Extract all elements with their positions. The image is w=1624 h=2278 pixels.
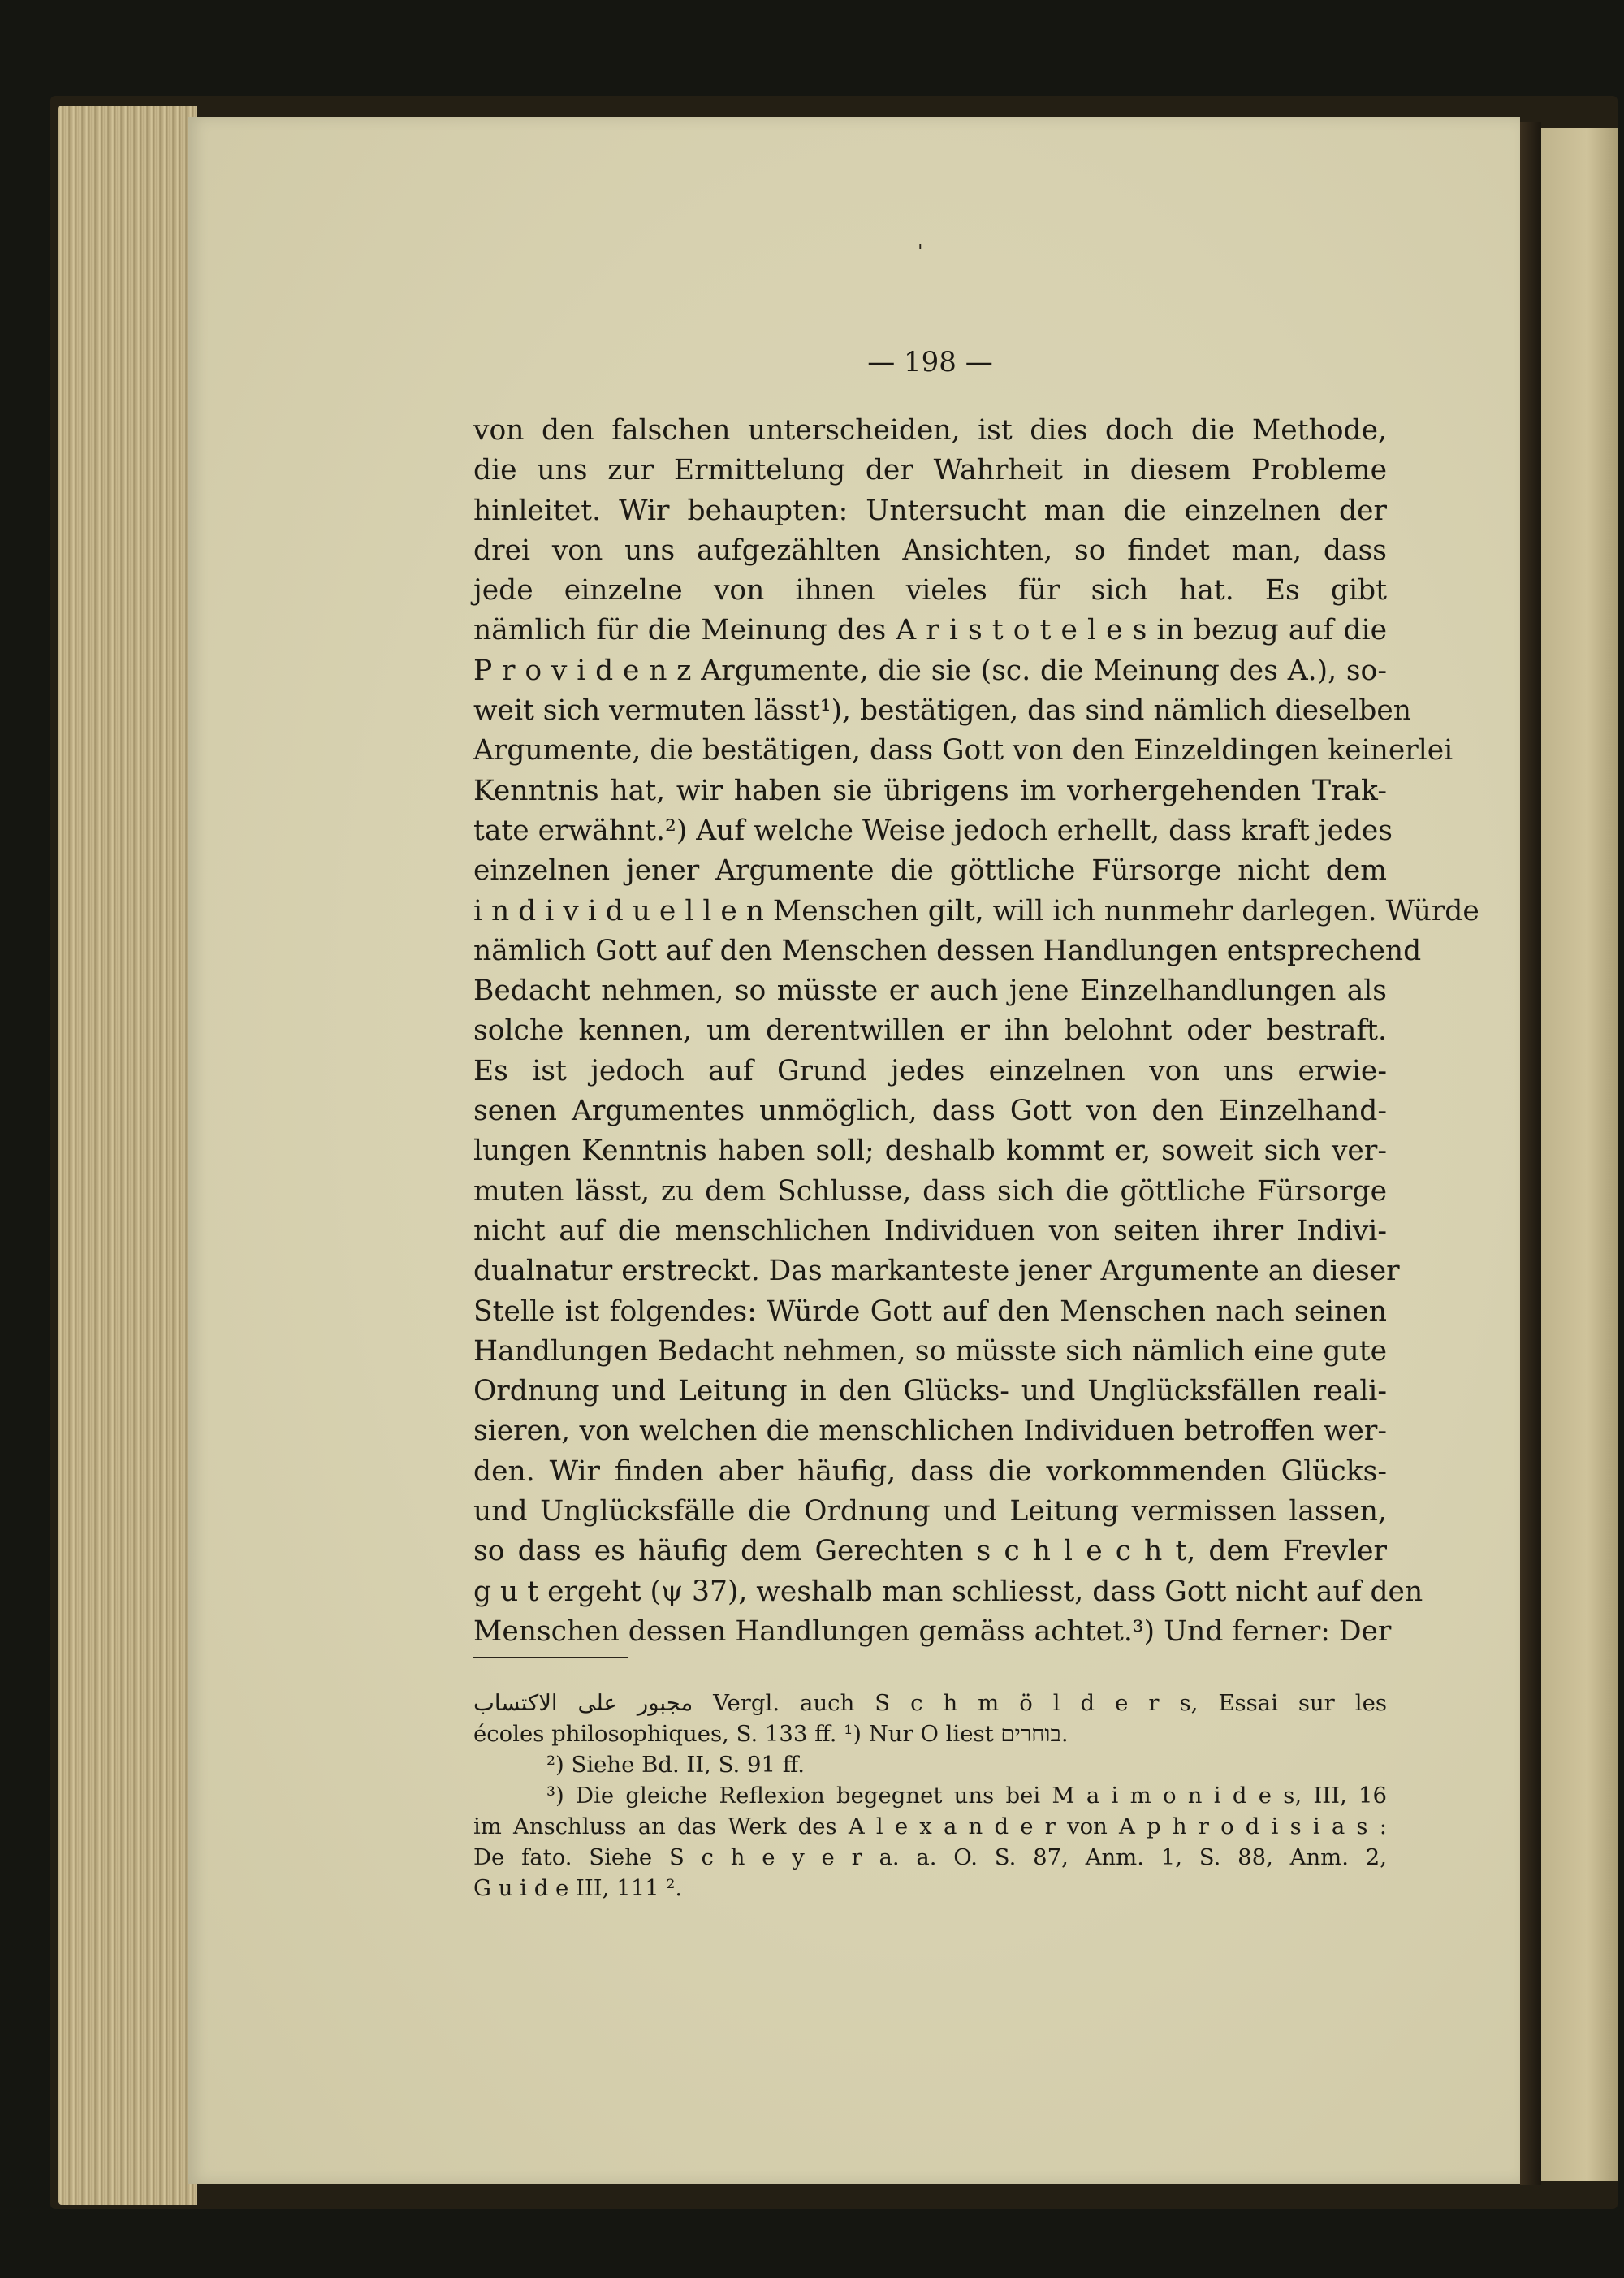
body-line: von den falschen unterscheiden, ist dies doch die Methode, — [473, 414, 1387, 447]
body-line: nämlich für die Meinung des A r i s t o t e l e s in bezug auf die — [473, 614, 1387, 647]
body-line: die uns zur Ermittelung der Wahrheit in diesem Probleme — [473, 454, 1387, 487]
body-line: Bedacht nehmen, so müsste er auch jene Einzelhandlungen als — [473, 975, 1387, 1008]
body-text — [473, 411, 1479, 1652]
page-edges — [58, 106, 197, 2205]
body-line: hinleitet. Wir behaupten: Untersucht man die einzelnen der — [473, 494, 1387, 527]
body-line: lungen Kenntnis haben soll; deshalb kommt er, soweit sich ver- — [473, 1135, 1387, 1168]
stray-mark: ' — [918, 240, 923, 263]
body-line: dualnatur erstreckt. Das markanteste jener Argumente an dieser — [473, 1255, 1400, 1288]
footnote-line: écoles philosophiques, S. 133 ff. ¹) Nur O liest בוחרים. — [473, 1721, 1069, 1747]
footnote-line: De fato. Siehe S c h e y e r a. a. O. S. 87, Anm. 1, S. 88, Anm. 2, — [473, 1844, 1387, 1870]
footnote-line: مجبور على الاكتساب Vergl. auch S c h m ö l d e r s, Essai sur les — [473, 1690, 1387, 1716]
footnote-rule — [473, 1657, 628, 1658]
page-number: — 198 — — [867, 346, 993, 378]
body-line: den. Wir finden aber häufig, dass die vorkommenden Glücks- — [473, 1455, 1387, 1488]
body-line: solche kennen, um derentwillen er ihn belohnt oder bestraft. — [473, 1014, 1387, 1048]
body-line: senen Argumentes unmöglich, dass Gott von den Einzelhand- — [473, 1095, 1387, 1128]
body-line: nämlich Gott auf den Menschen dessen Handlungen entsprechend — [473, 934, 1422, 967]
body-line: Ordnung und Leitung in den Glücks- und Unglücksfällen reali- — [473, 1375, 1387, 1408]
footnotes — [473, 1688, 1387, 1904]
body-line: P r o v i d e n z Argumente, die sie (sc. die Meinung des A.), so- — [473, 654, 1387, 687]
body-line: i n d i v i d u e l l e n Menschen gilt, will ich nunmehr darlegen. Würde — [473, 894, 1479, 927]
body-line: weit sich vermuten lässt¹), bestätigen, das sind nämlich dieselben — [473, 694, 1411, 728]
body-line: Handlungen Bedacht nehmen, so müsste sich nämlich eine gute — [473, 1334, 1387, 1368]
body-line: Es ist jedoch auf Grund jedes einzelnen von uns erwie- — [473, 1054, 1387, 1087]
body-line: g u t ergeht (ψ 37), weshalb man schliesst, dass Gott nicht auf den — [473, 1575, 1423, 1608]
body-line: einzelnen jener Argumente die göttliche Fürsorge nicht dem — [473, 854, 1387, 888]
body-line: drei von uns aufgezählten Ansichten, so findet man, dass — [473, 534, 1387, 567]
footnote-line: ²) Siehe Bd. II, S. 91 ff. — [546, 1752, 806, 1778]
body-line: nicht auf die menschlichen Individuen von seiten ihrer Indivi- — [473, 1214, 1387, 1247]
body-line: sieren, von welchen die menschlichen Individuen betroffen wer- — [473, 1415, 1387, 1448]
body-line: Kenntnis hat, wir haben sie übrigens im vorhergehenden Trak- — [473, 774, 1387, 807]
body-line: Argumente, die bestätigen, dass Gott von den Einzeldingen keinerlei — [473, 734, 1453, 767]
body-line: Stelle ist folgendes: Würde Gott auf den Menschen nach seinen — [473, 1295, 1387, 1328]
body-line: so dass es häufig dem Gerechten s c h l e c h t, dem Frevler — [473, 1535, 1387, 1568]
body-line: tate erwähnt.²) Auf welche Weise jedoch erhellt, dass kraft jedes — [473, 814, 1393, 847]
body-line: muten lässt, zu dem Schlusse, dass sich die göttliche Fürsorge — [473, 1174, 1387, 1208]
next-page-edge — [1541, 128, 1618, 2181]
book-gutter — [1520, 122, 1541, 2185]
body-line: und Unglücksfälle die Ordnung und Leitung vermissen lassen, — [473, 1495, 1387, 1528]
body-line: Menschen dessen Handlungen gemäss achtet.³) Und ferner: Der — [473, 1614, 1392, 1648]
footnote-line: ³) Die gleiche Reflexion begegnet uns bei M a i m o n i d e s, III, 16 — [546, 1783, 1387, 1809]
body-line: jede einzelne von ihnen vieles für sich hat. Es gibt — [473, 574, 1387, 607]
footnote-line: G u i d e III, 111 ². — [473, 1875, 683, 1901]
footnote-line: im Anschluss an das Werk des A l e x a n d e r von A p h r o d i s i a s : — [473, 1813, 1387, 1839]
